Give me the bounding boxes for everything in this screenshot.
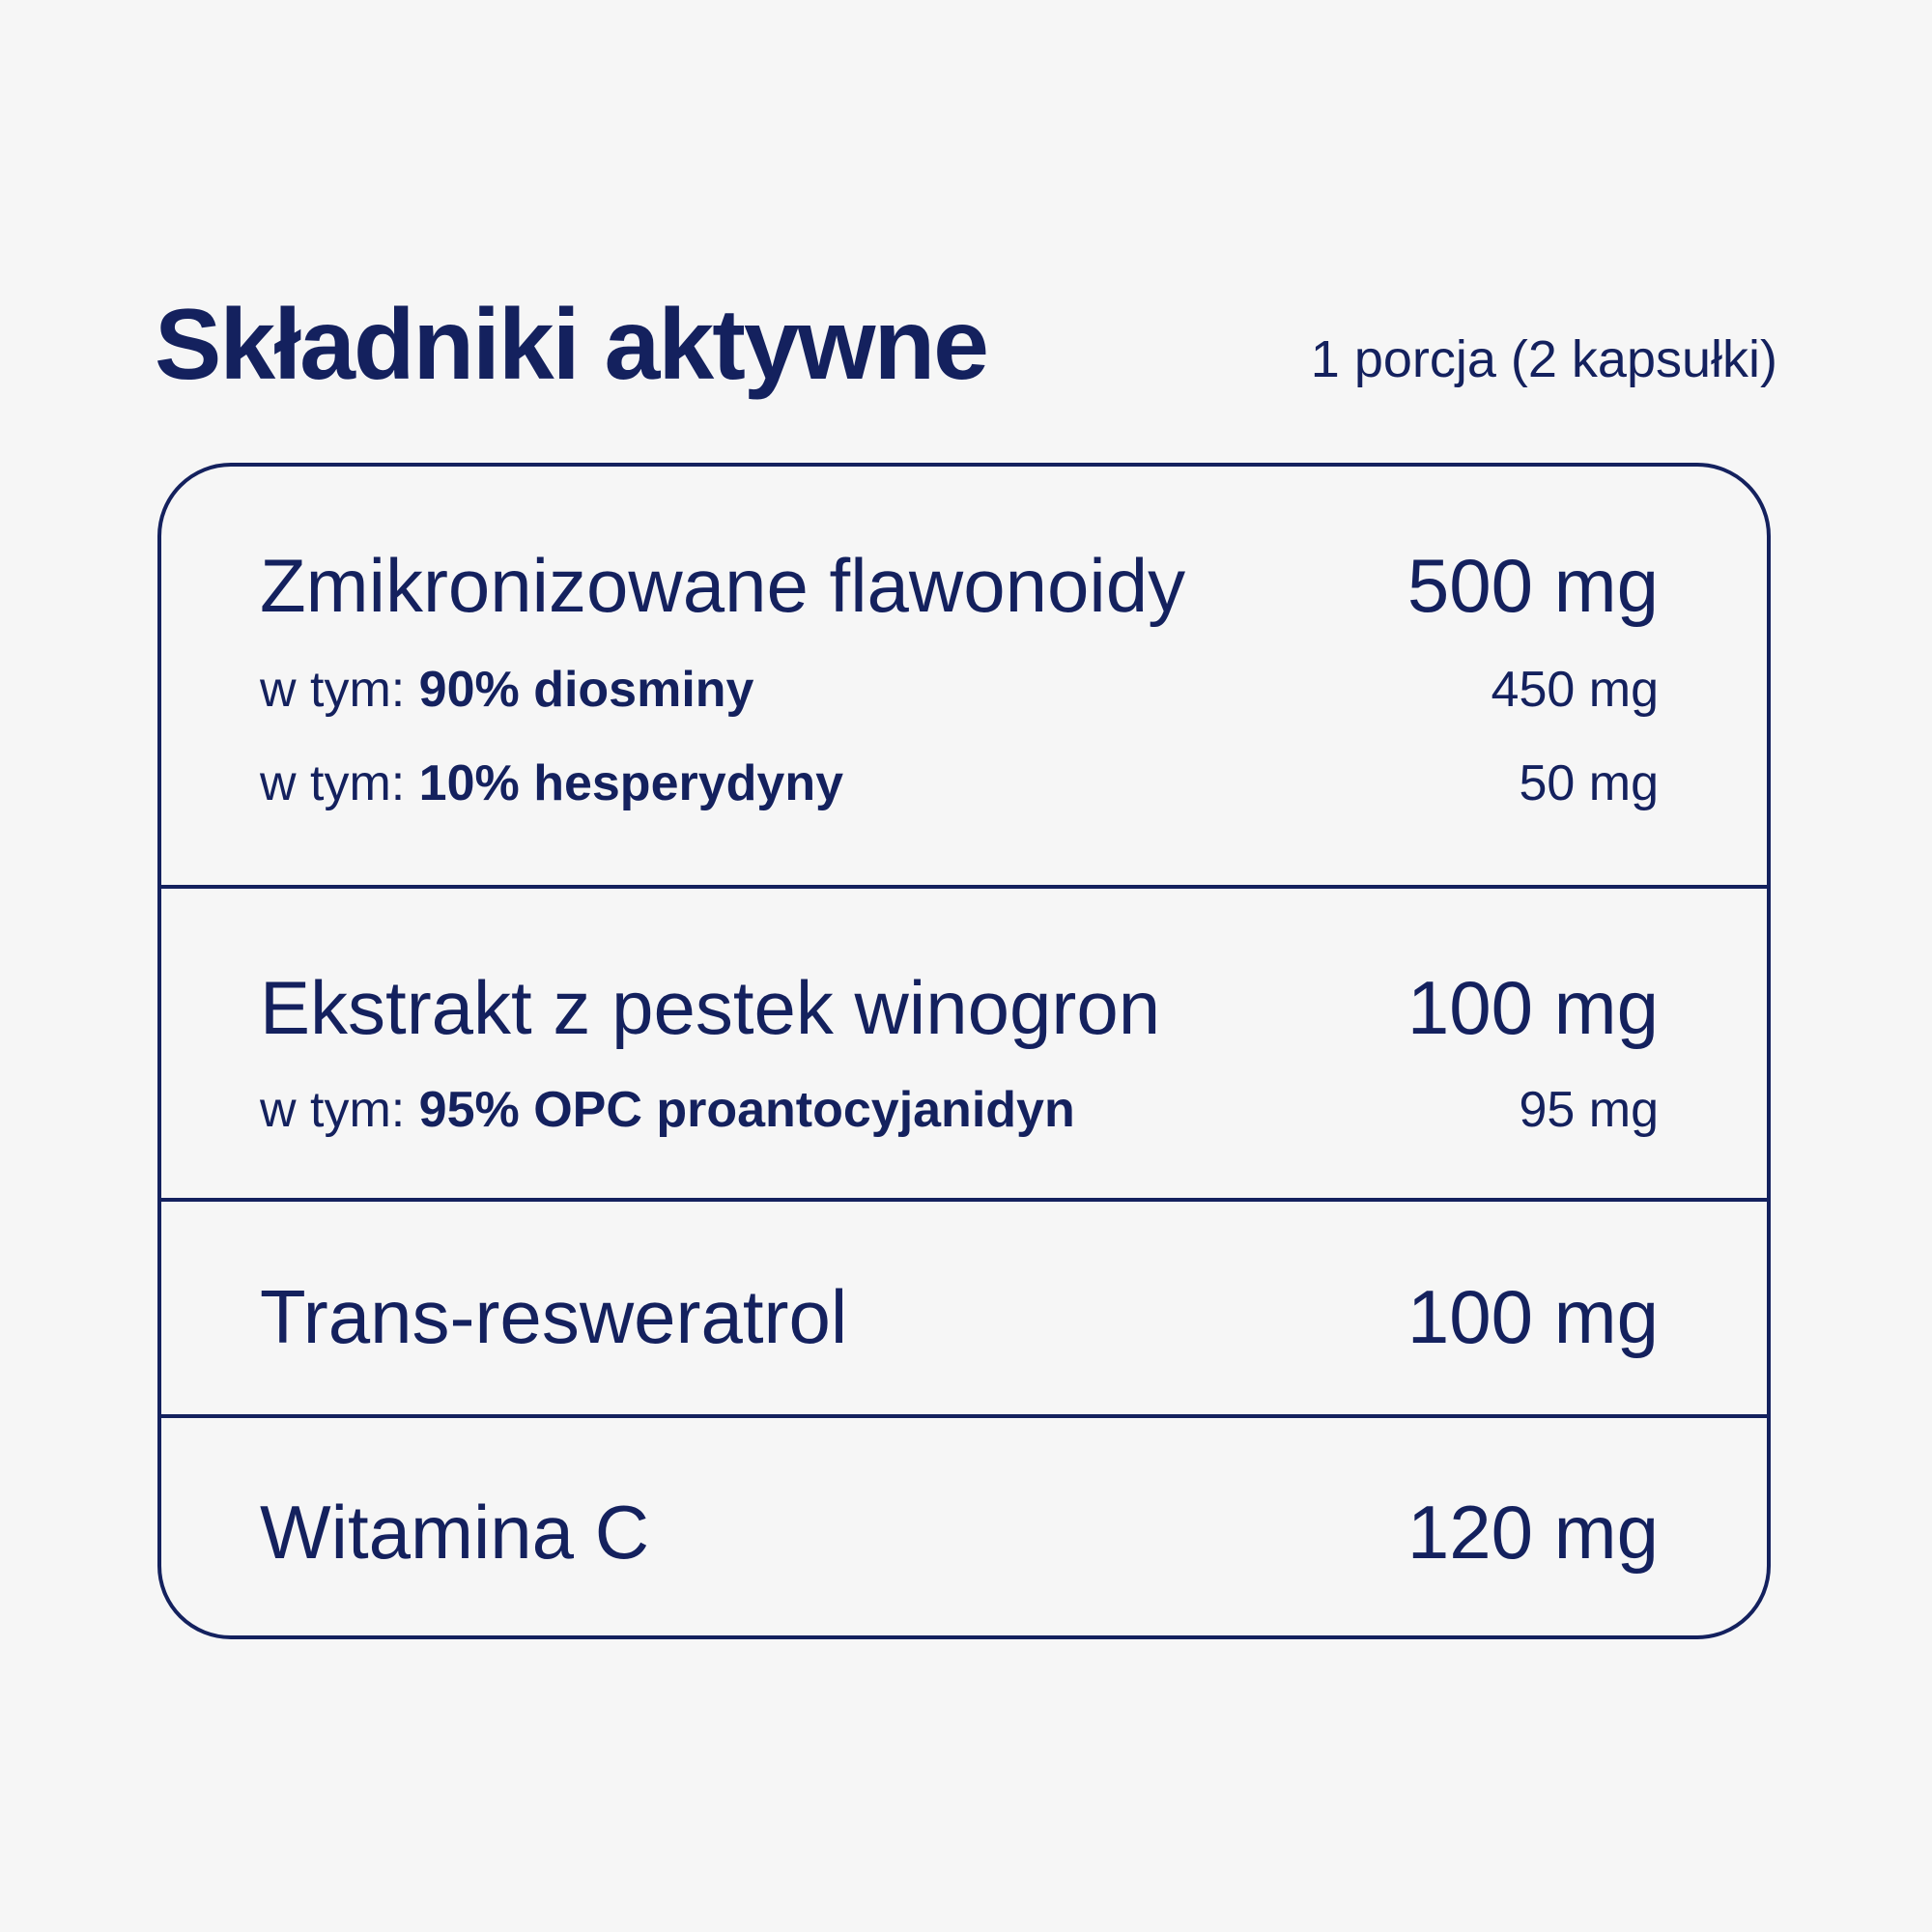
sub-ingredient-amount: 50 mg xyxy=(1519,755,1659,811)
ingredient-amount: 100 mg xyxy=(1406,1274,1659,1359)
ingredient-group-resveratrol xyxy=(161,1202,1767,1416)
ingredient-amount: 100 mg xyxy=(1406,965,1659,1050)
ingredient-group-grape-seed xyxy=(161,889,1767,1201)
ingredient-name: Trans-resweratrol xyxy=(260,1274,848,1359)
sub-ingredient-amount: 450 mg xyxy=(1491,662,1659,718)
ingredient-name: Witamina C xyxy=(260,1490,650,1575)
ingredient-name: Ekstrakt z pestek winogron xyxy=(260,965,1161,1050)
ingredient-amount: 500 mg xyxy=(1406,543,1659,628)
sub-ingredient-label: 95% OPC proantocyjanidyn xyxy=(418,1082,1075,1138)
ingredient-group-vitamin-c xyxy=(161,1418,1767,1639)
sub-ingredient-label: 10% hesperydyny xyxy=(418,755,844,811)
sub-ingredient-prefix: w tym: xyxy=(260,662,406,718)
sub-ingredient-name xyxy=(260,662,754,718)
sub-ingredient-prefix: w tym: xyxy=(260,755,406,811)
sub-ingredient-amount: 95 mg xyxy=(1519,1082,1659,1138)
sub-ingredient-prefix: w tym: xyxy=(260,1082,406,1138)
ingredient-name: Zmikronizowane flawonoidy xyxy=(260,543,1186,628)
sub-ingredient-row xyxy=(260,662,1659,718)
sub-ingredient-row xyxy=(260,1082,1659,1138)
ingredient-row xyxy=(260,1274,1659,1359)
ingredients-table xyxy=(157,463,1771,1639)
page-title: Składniki aktywne xyxy=(155,289,987,401)
sub-ingredient-name xyxy=(260,1082,1075,1138)
ingredient-row xyxy=(260,1490,1659,1575)
sub-ingredient-label: 90% diosminy xyxy=(418,662,754,718)
ingredient-group-flavonoids xyxy=(161,467,1767,888)
ingredient-amount: 120 mg xyxy=(1406,1490,1659,1575)
serving-size-label: 1 porcja (2 kapsułki) xyxy=(1310,330,1777,388)
ingredient-row xyxy=(260,965,1659,1050)
sub-ingredient-row xyxy=(260,755,1659,811)
ingredient-row xyxy=(260,543,1659,628)
sub-ingredient-name xyxy=(260,755,844,811)
